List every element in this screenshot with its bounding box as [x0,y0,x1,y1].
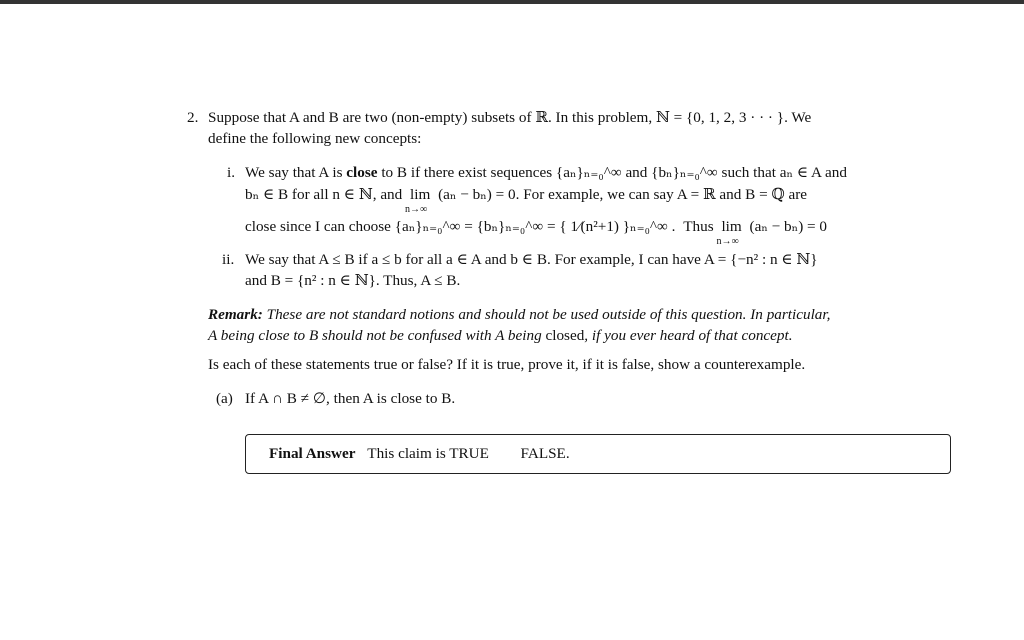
definition-i-line2 [245,185,808,215]
question-text: Is each of these statements true or false? If it is true, prove it, if it is false, show a counterexample. [208,356,806,373]
definition-i-label: i. [227,164,236,181]
part-a-text: If A ∩ B ≠ ∅, then A is close to B. [245,390,456,407]
definition-i-line2-b: (aₙ − bₙ) = 0. For example, we can say A = ℝ and B = ℚ are [438,186,808,203]
final-answer-true[interactable]: This claim is TRUE [367,445,489,462]
definition-i-line2-a: bₙ ∈ B for all n ∈ ℕ, and [245,186,403,203]
final-answer-label: Final Answer [269,445,356,462]
definition-ii-line2: and B = {n² : n ∈ ℕ}. Thus, A ≤ B. [245,272,461,289]
limit-operator [405,185,431,215]
definition-i-line3-c: (aₙ − bₙ) = 0 [749,218,828,235]
remark-text-1: These are not standard notions and should not be used outside of this question. In particular, [266,306,831,323]
limit-subscript-2: n→∞ [716,236,739,247]
part-a-label: (a) [216,390,233,407]
limit-text-2: lim [721,218,742,235]
definition-i-line3-b: Thus [683,218,714,235]
problem-intro-line2: define the following new concepts: [208,130,422,147]
definition-ii-label: ii. [222,251,235,268]
limit-text: lim [410,186,431,203]
problem-intro-line1: Suppose that A and B are two (non-empty) subsets of ℝ. In this problem, ℕ = {0, 1, 2, 3 · · · }. We [208,109,812,126]
remark-text-2b: , if you ever heard of that concept. [584,327,793,344]
definition-ii-line1: We say that A ≤ B if a ≤ b for all a ∈ A and b ∈ B. For example, I can have A = {−n² : n ∈ ℕ} [245,251,818,268]
definition-i-line1-b: to B if there exist sequences {aₙ}ₙ₌₀^∞ and {bₙ}ₙ₌₀^∞ such that aₙ ∈ A and [377,164,847,181]
top-border [0,0,1024,4]
close-term: close [346,164,378,181]
final-answer-false[interactable]: FALSE. [520,445,570,462]
definition-i-line1-a: We say that A is [245,164,347,181]
limit-operator-2 [716,217,742,247]
final-answer-box [245,434,951,474]
remark-label: Remark: [208,306,263,323]
remark-line1 [208,305,830,325]
problem-number: 2. [187,109,199,126]
definition-i-line1 [245,163,847,183]
limit-subscript: n→∞ [405,204,428,215]
remark-line2 [208,326,793,346]
definition-i-line3-a: close since I can choose {aₙ}ₙ₌₀^∞ = {bₙ}ₙ₌₀^∞ = [245,218,556,235]
definition-i-line3 [245,217,828,247]
closed-term: closed [545,327,585,344]
sequence-set: { 1⁄(n²+1) }ₙ₌₀^∞ . [559,218,676,235]
final-answer-row [269,445,570,463]
remark-text-2a: A being close to B should not be confused with A being [208,327,546,344]
